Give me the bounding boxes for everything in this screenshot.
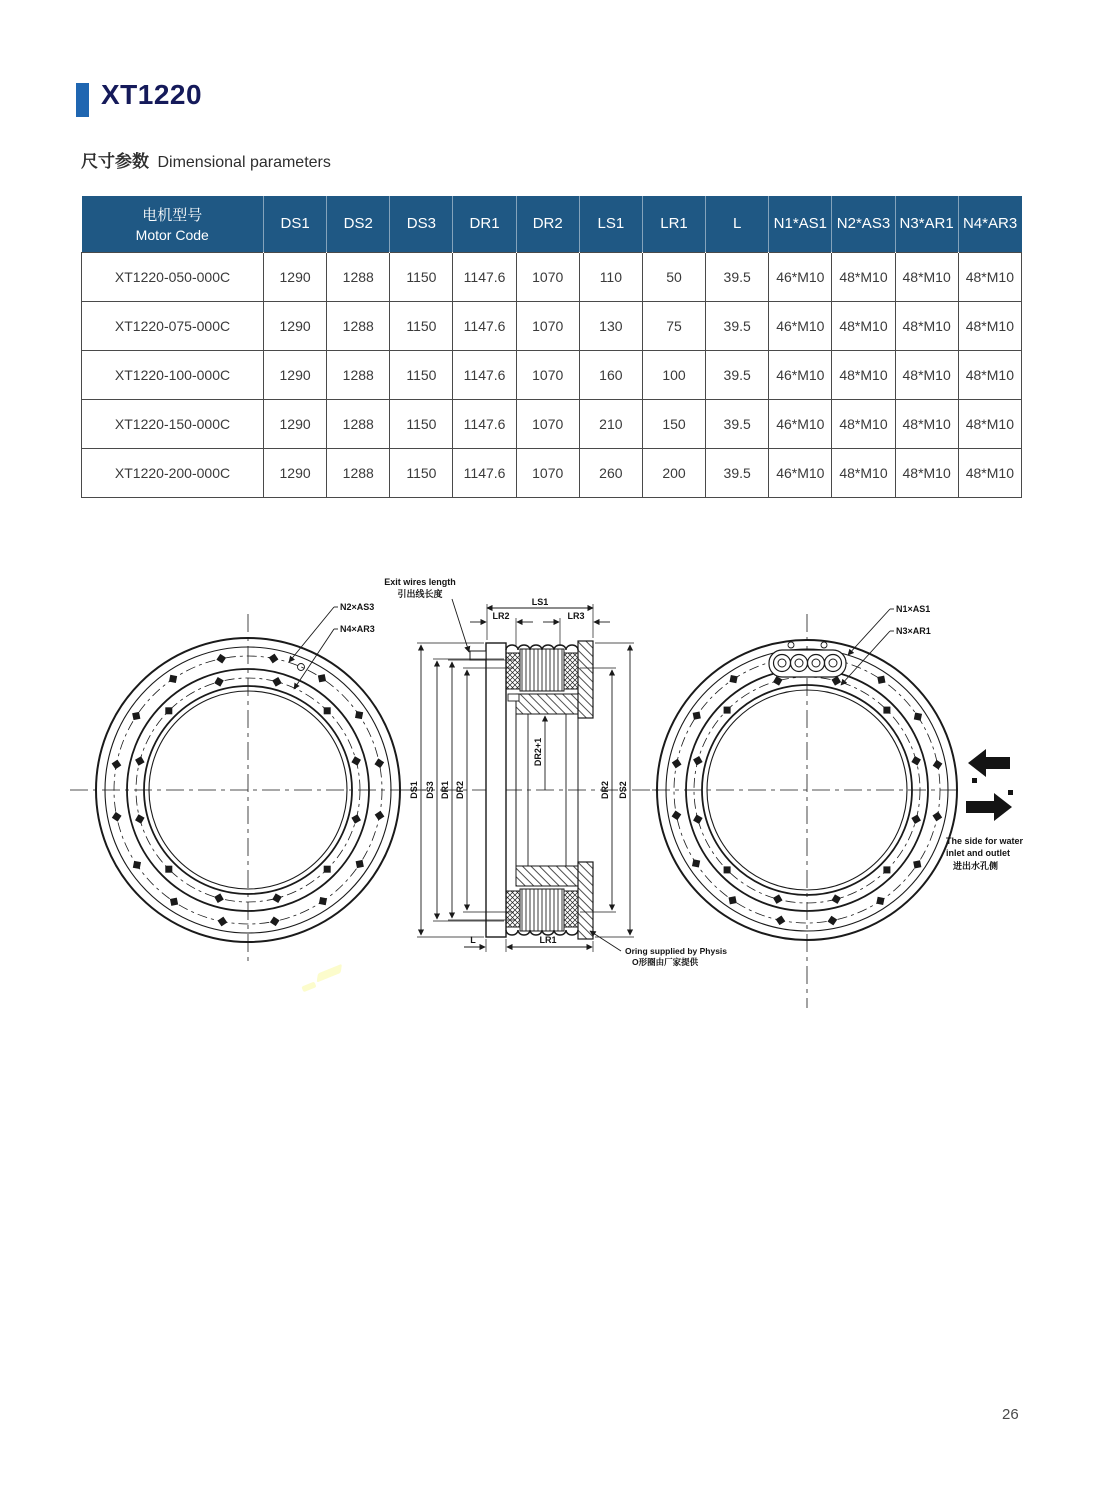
table-cell: 1070	[516, 399, 579, 448]
table-cell: 48*M10	[895, 448, 958, 497]
table-row	[82, 399, 1022, 448]
label-water-side-en2: inlet and outlet	[946, 848, 1010, 858]
section-subtitle	[81, 147, 331, 172]
table-cell: 1150	[390, 350, 453, 399]
dim-label-lr3: LR3	[567, 611, 585, 621]
header-cell: N1*AS1	[769, 196, 832, 252]
dim-label-dr2-right: DR2	[600, 780, 610, 800]
label-n2-as3: N2×AS3	[340, 602, 375, 612]
water-inlet-arrow	[968, 749, 1010, 783]
table-cell: 1290	[264, 399, 327, 448]
table-cell: 160	[579, 350, 642, 399]
table-cell: 39.5	[706, 301, 769, 350]
table-cell: 100	[642, 350, 705, 399]
table-cell: 1150	[390, 252, 453, 301]
model-cell: XT1220-100-000C	[82, 350, 264, 399]
dim-label-dr2-tol: DR2+1	[533, 737, 543, 767]
label-water-side-en1: The side for water	[946, 836, 1024, 846]
header-cell: L	[706, 196, 769, 252]
table-cell: 1147.6	[453, 252, 516, 301]
dim-label-l: L	[470, 935, 476, 945]
header-cell: DR2	[516, 196, 579, 252]
table-cell: 1288	[327, 301, 390, 350]
table-cell: 1290	[264, 350, 327, 399]
dim-label-lr2: LR2	[492, 611, 510, 621]
header-cell: LR1	[642, 196, 705, 252]
table-cell: 48*M10	[958, 399, 1021, 448]
table-cell: 1150	[390, 399, 453, 448]
label-exit-wires-en: Exit wires length	[384, 577, 456, 587]
table-cell: 46*M10	[769, 252, 832, 301]
table-cell: 48*M10	[832, 301, 895, 350]
table-cell: 110	[579, 252, 642, 301]
table-cell: 48*M10	[832, 350, 895, 399]
header-cell-motor-code	[82, 196, 264, 252]
title-accent-bar	[76, 83, 89, 117]
table-row	[82, 252, 1022, 301]
section-view-drawing	[384, 577, 727, 967]
table-cell: 48*M10	[895, 399, 958, 448]
page-title: XT1220	[101, 79, 203, 110]
table-cell: 1070	[516, 448, 579, 497]
header-cell: DR1	[453, 196, 516, 252]
table-cell: 1150	[390, 301, 453, 350]
model-cell: XT1220-150-000C	[82, 399, 264, 448]
table-cell: 1290	[264, 252, 327, 301]
header-cell: N4*AR3	[958, 196, 1021, 252]
table-cell: 1147.6	[453, 350, 516, 399]
table-cell: 1147.6	[453, 301, 516, 350]
table-cell: 1288	[327, 448, 390, 497]
dim-label-ls1: LS1	[531, 597, 549, 607]
table-cell: 150	[642, 399, 705, 448]
subtitle-chinese: 尺寸参数	[81, 152, 149, 171]
table-cell: 1290	[264, 448, 327, 497]
table-cell: 48*M10	[832, 448, 895, 497]
table-cell: 39.5	[706, 448, 769, 497]
model-cell: XT1220-050-000C	[82, 252, 264, 301]
header-cell: N3*AR1	[895, 196, 958, 252]
table-row	[82, 448, 1022, 497]
motor-code-zh: 电机型号	[142, 207, 203, 225]
table-cell: 48*M10	[895, 350, 958, 399]
table-cell: 48*M10	[832, 399, 895, 448]
table-cell: 1150	[390, 448, 453, 497]
page-number: 26	[1002, 1406, 1019, 1423]
header-cell: N2*AS3	[832, 196, 895, 252]
table-cell: 46*M10	[769, 448, 832, 497]
table-header-row	[82, 196, 1022, 252]
table-cell: 130	[579, 301, 642, 350]
table-cell: 48*M10	[832, 252, 895, 301]
table-cell: 1147.6	[453, 448, 516, 497]
table-cell: 1070	[516, 252, 579, 301]
table-cell: 210	[579, 399, 642, 448]
front-view-drawing	[70, 602, 426, 966]
table-cell: 1070	[516, 350, 579, 399]
label-oring-en: Oring supplied by Physis	[625, 946, 728, 956]
header-cell: DS2	[327, 196, 390, 252]
table-row	[82, 301, 1022, 350]
label-water-side-zh: 进出水孔侧	[953, 861, 999, 871]
table-cell: 46*M10	[769, 301, 832, 350]
table-cell: 1288	[327, 252, 390, 301]
dim-label-dr2-left: DR2	[455, 780, 465, 800]
table-cell: 39.5	[706, 252, 769, 301]
table-cell: 48*M10	[958, 350, 1021, 399]
model-cell: XT1220-200-000C	[82, 448, 264, 497]
dim-label-ds1: DS1	[409, 781, 419, 799]
header-cell: DS1	[264, 196, 327, 252]
table-cell: 48*M10	[958, 252, 1021, 301]
subtitle-english: Dimensional parameters	[157, 154, 331, 171]
label-oring-zh: O形圈由厂家提供	[632, 957, 699, 967]
terminal-block	[769, 642, 846, 677]
table-cell: 39.5	[706, 399, 769, 448]
table-cell: 46*M10	[769, 399, 832, 448]
dim-label-lr1: LR1	[539, 935, 557, 945]
table-cell: 75	[642, 301, 705, 350]
label-n4-ar3: N4×AR3	[340, 624, 375, 634]
table-cell: 1147.6	[453, 399, 516, 448]
table-cell: 1288	[327, 350, 390, 399]
dim-label-ds2: DS2	[618, 781, 628, 799]
model-cell: XT1220-075-000C	[82, 301, 264, 350]
dimensional-parameters-table	[81, 196, 1022, 498]
technical-drawing	[0, 545, 1102, 1015]
dim-label-dr1: DR1	[440, 780, 450, 800]
motor-code-en: Motor Code	[135, 227, 209, 244]
dim-label-ds3: DS3	[425, 781, 435, 799]
table-cell: 1070	[516, 301, 579, 350]
label-n1-as1: N1×AS1	[896, 604, 931, 614]
table-cell: 48*M10	[895, 301, 958, 350]
label-exit-wires-zh: 引出线长度	[397, 589, 443, 599]
table-cell: 1290	[264, 301, 327, 350]
table-cell: 260	[579, 448, 642, 497]
table-cell: 48*M10	[895, 252, 958, 301]
table-cell: 48*M10	[958, 301, 1021, 350]
table-cell: 48*M10	[958, 448, 1021, 497]
table-cell: 39.5	[706, 350, 769, 399]
table-cell: 50	[642, 252, 705, 301]
label-n3-ar1: N3×AR1	[896, 626, 931, 636]
table-cell: 1288	[327, 399, 390, 448]
table-cell: 46*M10	[769, 350, 832, 399]
table-cell: 200	[642, 448, 705, 497]
table-row	[82, 350, 1022, 399]
water-outlet-arrow	[966, 790, 1013, 821]
header-cell: LS1	[579, 196, 642, 252]
header-cell: DS3	[390, 196, 453, 252]
